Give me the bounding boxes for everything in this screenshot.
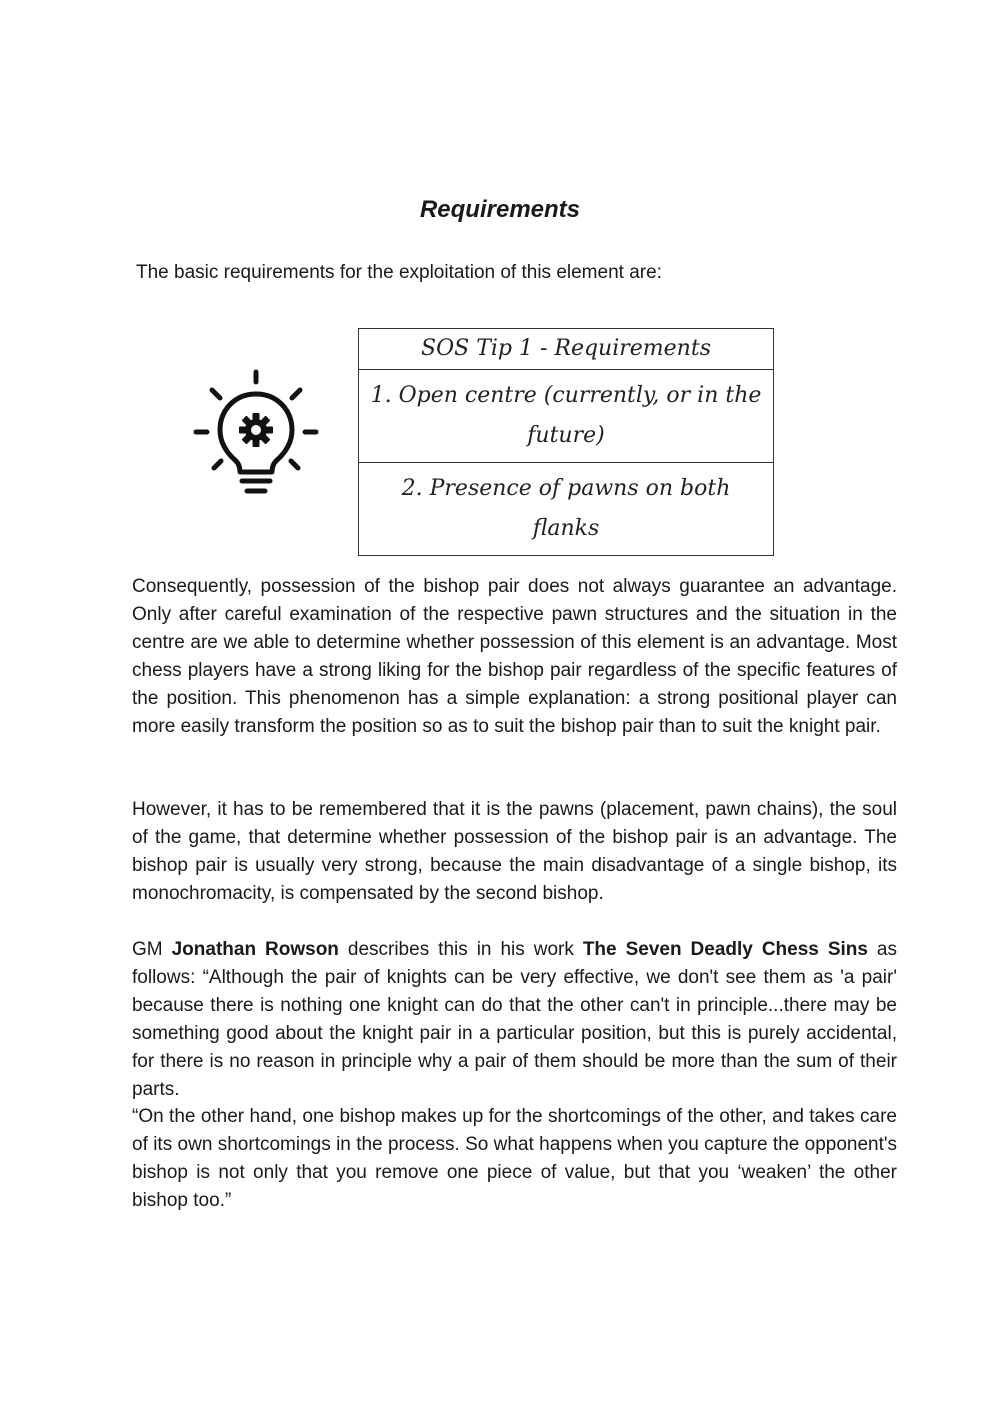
tip-item-row xyxy=(359,463,774,556)
gm-prefix: GM xyxy=(132,939,172,960)
paragraph-rowson-quote xyxy=(118,936,897,1104)
tip-title: SOS Tip 1 - Requirements xyxy=(359,329,774,370)
section-heading: Requirements xyxy=(419,196,581,223)
quote-middle: describes this in his work xyxy=(338,939,583,960)
paragraph-however: However, it has to be remembered that it is the pawns (placement, pawn chains), the soul of the game, that determine whether possession of the bishop pair is an advantage. The bishop pair is usually very strong, because the main disadvantage of a single bishop, its monochromacity, is compensated by the second bishop. xyxy=(132,799,897,904)
intro-text: The basic requirements for the exploitation of this element are: xyxy=(136,262,662,283)
lightbulb-gear-icon xyxy=(190,368,322,500)
paragraph-consequently: Consequently, possession of the bishop pair does not always guarantee an advantage. Only after careful examination of the respective pawn structures and the situation in the centre are we able to determine whether possession of this element is an advantage. Most chess players have a strong liking for the bishop pair regardless of the specific features of the position. This phenomenon has a simple explanation: a strong positional player can more easily transform the position so as to suit the bishop pair than to suit the knight pair. xyxy=(132,576,897,737)
tip-title-row xyxy=(359,329,774,370)
book-title: The Seven Deadly Chess Sins xyxy=(582,939,868,960)
paragraph-other-hand: “On the other hand, one bishop makes up for the shortcomings of the other, and takes care of its own shortcomings in the process. So what happens when you capture the opponent's bishop is not only that you remove one piece of value, but that you ‘weaken’ the other bishop too.” xyxy=(132,1106,897,1211)
tip-item-open-centre: 1. Open centre (currently, or in the future) xyxy=(359,370,774,463)
sos-tip-table xyxy=(358,328,774,556)
sos-tip-block xyxy=(190,328,780,541)
tip-item-row xyxy=(359,370,774,463)
author-name: Jonathan Rowson xyxy=(171,939,339,960)
tip-item-pawns-both-flanks: 2. Presence of pawns on both flanks xyxy=(359,463,774,556)
quote-text: as follows: “Although the pair of knights can be very effective, we don't see them as 'a pair' because there is nothing one knight can do that the other can't in principle...there may be something good about the knight pair in a particular position, but this is purely accidental, for there is no reason in principle why a pair of them should be more than the sum of their parts. xyxy=(132,939,897,1100)
